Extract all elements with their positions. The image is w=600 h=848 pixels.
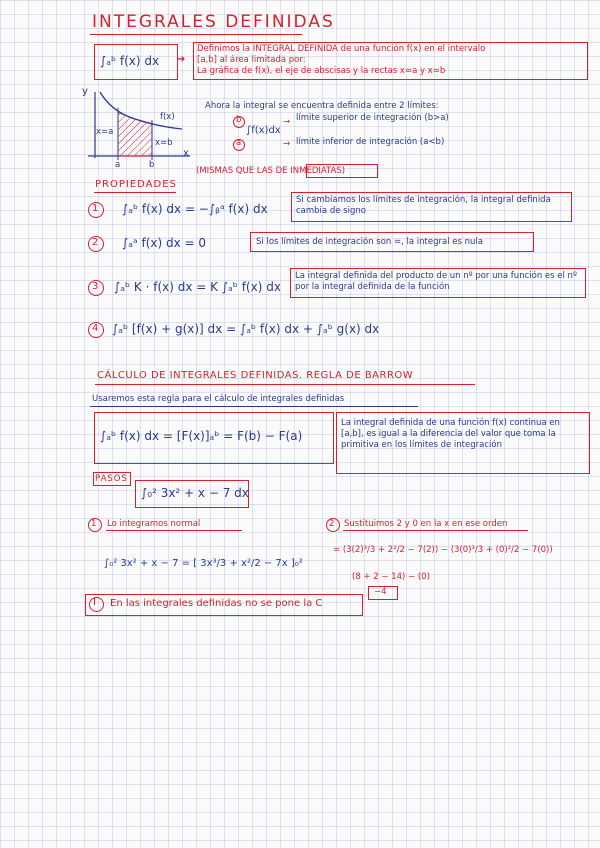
property-1-formula: ∫ₐᵇ f(x) dx = −∫ᵦᵃ f(x) dx [122, 202, 268, 216]
barrow-header: CÁLCULO DE INTEGRALES DEFINIDAS. REGLA DE BARROW [97, 370, 414, 381]
lower-limit-text: límite inferior de integración (a<b) [296, 137, 445, 147]
property-2-note: Si los límites de integración son =, la integral es nula [256, 237, 483, 247]
definition-line-3: La gráfica de f(x), el eje de abscisas y la rectas x=a y x=b [197, 66, 446, 76]
barrow-intro-underline [90, 406, 418, 407]
property-3-note: La integral definida del producto de un nº por una función es el nº por la integral definida de la función [295, 271, 577, 292]
limits-integral: ∫f(x)dx [246, 125, 281, 136]
graph-y-label: y [82, 86, 88, 97]
lower-limit-letter: a [236, 138, 242, 148]
properties-note: (MISMAS QUE LAS DE INMEDIATAS) [196, 166, 346, 176]
step-1-formula: ∫₀² 3x² + x − 7 = [ 3x³/3 + x²/2 − 7x ]₀² [104, 558, 303, 569]
definition-line-1: Definimos la INTEGRAL DEFINIDA de una función f(x) en el intervalo [197, 44, 486, 54]
properties-underline [94, 192, 176, 193]
property-3-formula: ∫ₐᵇ K · f(x) dx = K ∫ₐᵇ f(x) dx [114, 280, 281, 294]
property-4-number: 4 [92, 323, 99, 334]
barrow-formula: ∫ₐᵇ f(x) dx = [F(x)]ₐᵇ = F(b) − F(a) [100, 429, 303, 443]
limits-intro: Ahora la integral se encuentra definida entre 2 límites: [205, 101, 439, 111]
property-1-number: 1 [92, 203, 99, 214]
page-title: INTEGRALES DEFINIDAS [92, 12, 335, 32]
step-2-number: 2 [329, 519, 335, 529]
property-4-formula: ∫ₐᵇ [f(x) + g(x)] dx = ∫ₐᵇ f(x) dx + ∫ₐᵇ g(x) dx [112, 322, 380, 336]
properties-note-box [306, 164, 378, 178]
property-3-number: 3 [92, 281, 99, 292]
step-2-title: Sustituimos 2 y 0 en la x en ese orden [344, 519, 508, 529]
properties-header: PROPIEDADES [95, 179, 177, 190]
final-note-text: En las integrales definidas no se pone la C [110, 598, 323, 609]
graph-tick-b: b [149, 160, 155, 170]
upper-limit-text: límite superior de integración (b>a) [296, 113, 449, 123]
step-2-line-2: (8 + 2 − 14) − (0) [352, 572, 430, 582]
steps-label-box [93, 472, 131, 486]
property-2-number: 2 [92, 237, 99, 248]
final-note-badge [89, 597, 104, 612]
step-1-underline [106, 530, 242, 531]
step-1-number: 1 [91, 519, 97, 529]
definition-line-2: [a,b] al área limitada por: [197, 55, 306, 65]
arrow-icon: → [283, 139, 291, 149]
arrow-icon: ➜ [177, 54, 186, 65]
barrow-underline [95, 384, 475, 385]
property-2-formula: ∫ₐᵃ f(x) dx = 0 [122, 236, 207, 250]
steps-label: PASOS [95, 474, 128, 484]
graph-left-line-label: x=a [96, 127, 114, 137]
graph-x-label: x [183, 148, 189, 159]
step-1-title: Lo integramos normal [107, 519, 201, 529]
step-2-underline [343, 530, 528, 531]
graph-tick-a: a [115, 160, 121, 170]
result-value: −4 [374, 587, 387, 597]
arrow-icon: → [283, 117, 291, 127]
barrow-intro: Usaremos esta regla para el cálculo de integrales definidas [92, 394, 345, 404]
step-2-formula: = (3(2)³/3 + 2²/2 − 7(2)) − (3(0)³/3 + (0)²/2 − 7(0)) [333, 545, 553, 555]
upper-limit-letter: b [236, 115, 242, 125]
graph-curve-label: f(x) [160, 112, 175, 122]
final-note-number: I [93, 597, 96, 608]
barrow-note: La integral definida de una función f(x) continua en [a,b], es igual a la diferencia del valor que toma la primitiva en los límites de integración [341, 418, 560, 450]
graph-right-line-label: x=b [155, 138, 173, 148]
steps-example: ∫₀² 3x² + x − 7 dx [141, 486, 249, 500]
definition-formula: ∫ₐᵇ f(x) dx [100, 54, 160, 68]
property-1-note: Si cambiamos los límites de integración, la integral definida cambia de signo [296, 195, 551, 216]
